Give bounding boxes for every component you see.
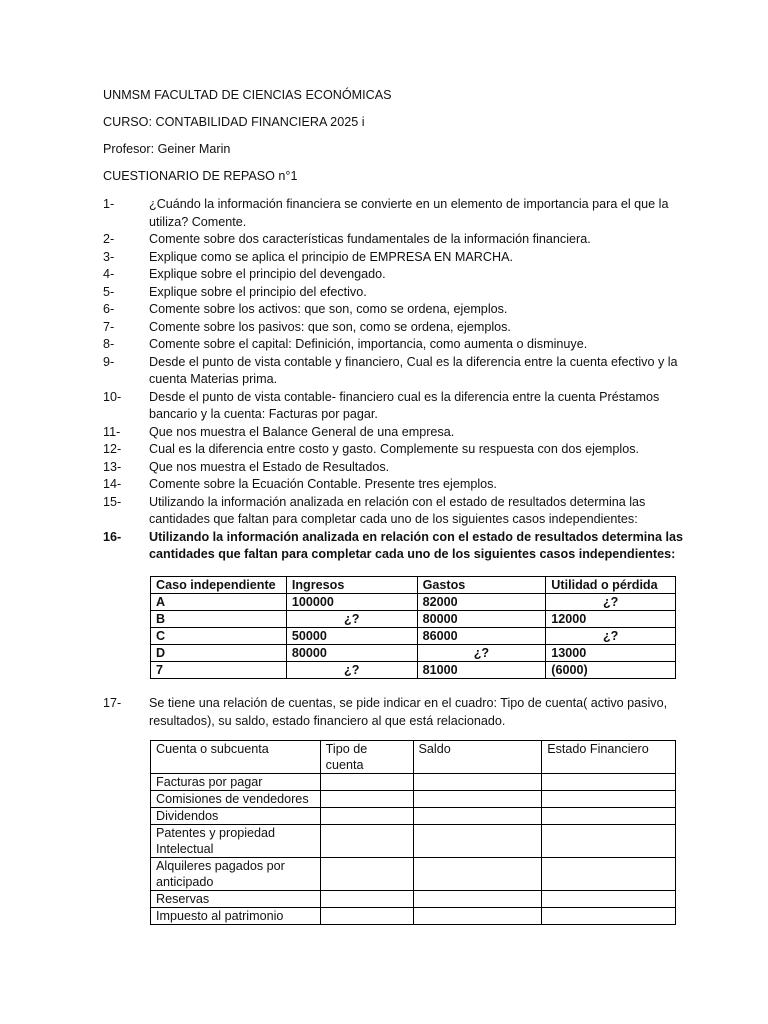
account-name-cell: Reservas (151, 891, 321, 908)
table-row (151, 791, 676, 808)
question-number: 7- (103, 319, 115, 334)
accounts-table (150, 740, 676, 925)
table-cell: ¿? (286, 662, 417, 679)
accounts-header-cell: Tipo de cuenta (320, 741, 413, 774)
table-cell: B (151, 611, 287, 628)
answer-cell[interactable] (320, 908, 413, 925)
accounts-header-cell: Estado Financiero (542, 741, 676, 774)
table-row (151, 774, 676, 791)
question-item (103, 301, 683, 319)
question-text: Explique sobre el principio del efectivo. (149, 284, 367, 299)
table-cell: 50000 (286, 628, 417, 645)
question-item (103, 196, 683, 231)
question-text: Utilizando la información analizada en relación con el estado de resultados determina las cantidades que faltan para completar cada uno de los siguientes casos independientes: (149, 529, 683, 561)
question-text: Explique como se aplica el principio de EMPRESA EN MARCHA. (149, 249, 513, 264)
answer-cell[interactable] (320, 891, 413, 908)
account-name-cell: Dividendos (151, 808, 321, 825)
account-name-cell: Alquileres pagados por anticipado (151, 858, 321, 891)
table-cell: (6000) (546, 662, 676, 679)
account-name-cell: Impuesto al patrimonio (151, 908, 321, 925)
question-text: Comente sobre los pasivos: que son, como se ordena, ejemplos. (149, 319, 511, 334)
question-item (103, 441, 683, 459)
table-cell: ¿? (546, 628, 676, 645)
answer-cell[interactable] (542, 791, 676, 808)
question-item (103, 529, 683, 564)
question-text: Comente sobre los activos: que son, como se ordena, ejemplos. (149, 302, 508, 316)
question-text: Desde el punto de vista contable y financiero, Cual es la diferencia entre la cuenta efectivo y la cuenta Materias prima. (149, 354, 678, 386)
question-number: 3- (103, 249, 115, 264)
table-cell: ¿? (286, 611, 417, 628)
question-item (103, 494, 683, 529)
question-number: 8- (103, 337, 115, 351)
table-cell: 7 (151, 662, 287, 679)
question-item (103, 231, 683, 249)
answer-cell[interactable] (320, 791, 413, 808)
table-cell: C (151, 628, 287, 645)
cases-header-cell: Ingresos (286, 577, 417, 594)
question-text: Explique sobre el principio del devengado. (149, 267, 386, 281)
answer-cell[interactable] (413, 774, 542, 791)
answer-cell[interactable] (413, 825, 542, 858)
table-cell: 100000 (286, 594, 417, 611)
table-row (151, 891, 676, 908)
answer-cell[interactable] (320, 808, 413, 825)
table-row (151, 662, 676, 679)
answer-cell[interactable] (413, 808, 542, 825)
table-cell: 13000 (546, 645, 676, 662)
answer-cell[interactable] (413, 908, 542, 925)
question-text: Se tiene una relación de cuentas, se pide indicar en el cuadro: Tipo de cuenta( activo pasivo, resultados), su saldo, estado financiero al que está relacionado. (149, 696, 668, 728)
course-heading: CURSO: CONTABILIDAD FINANCIERA 2025 i (103, 115, 365, 129)
answer-cell[interactable] (320, 858, 413, 891)
table-cell: 82000 (417, 594, 546, 611)
question-number: 1- (103, 197, 115, 211)
cases-table (150, 576, 676, 679)
accounts-header-cell: Cuenta o subcuenta (151, 741, 321, 774)
table-cell: 81000 (417, 662, 546, 679)
cases-header-cell: Gastos (417, 577, 546, 594)
account-name-cell: Facturas por pagar (151, 774, 321, 791)
question-number: 4- (103, 267, 115, 281)
question-number: 15- (103, 494, 122, 509)
question-text: Comente sobre dos características fundamentales de la información financiera. (149, 232, 591, 246)
question-number: 11- (103, 424, 121, 439)
answer-cell[interactable] (542, 908, 676, 925)
question-text: Desde el punto de vista contable- financiero cual es la diferencia entre la cuenta Préstamos bancario y la cuenta: Facturas por pagar. (149, 389, 660, 421)
question-item (103, 319, 683, 337)
question-number: 9- (103, 354, 115, 369)
answer-cell[interactable] (542, 858, 676, 891)
table-cell: D (151, 645, 287, 662)
account-name-cell: Patentes y propiedad Intelectual (151, 825, 321, 858)
question-item (103, 476, 683, 494)
table-row (151, 611, 676, 628)
table-cell: A (151, 594, 287, 611)
answer-cell[interactable] (320, 825, 413, 858)
question-17 (103, 695, 683, 730)
table-cell: 80000 (286, 645, 417, 662)
question-number: 2- (103, 232, 115, 246)
questionnaire-title: CUESTIONARIO DE REPASO n°1 (103, 169, 298, 183)
question-item (103, 389, 683, 424)
question-item (103, 424, 683, 442)
answer-cell[interactable] (542, 891, 676, 908)
cases-header-cell: Caso independiente (151, 577, 287, 594)
question-text: ¿Cuándo la información financiera se convierte en un elemento de importancia para el que la utiliza? Comente. (149, 197, 669, 229)
question-text: Que nos muestra el Balance General de una empresa. (149, 424, 455, 439)
table-cell: 80000 (417, 611, 546, 628)
answer-cell[interactable] (413, 858, 542, 891)
question-number: 6- (103, 302, 115, 316)
question-item (103, 249, 683, 267)
account-name-cell: Comisiones de vendedores (151, 791, 321, 808)
question-item (103, 459, 683, 477)
question-number: 10- (103, 389, 122, 404)
table-cell: 12000 (546, 611, 676, 628)
question-number: 17- (103, 696, 122, 710)
answer-cell[interactable] (413, 791, 542, 808)
table-row (151, 908, 676, 925)
answer-cell[interactable] (542, 774, 676, 791)
table-cell: 86000 (417, 628, 546, 645)
cases-header-cell: Utilidad o pérdida (546, 577, 676, 594)
question-number: 14- (103, 477, 122, 491)
question-number: 5- (103, 284, 115, 299)
cases-table-header (151, 577, 676, 594)
table-row (151, 628, 676, 645)
question-item (103, 266, 683, 284)
question-number: 13- (103, 459, 122, 474)
question-number: 12- (103, 442, 122, 456)
answer-cell[interactable] (413, 891, 542, 908)
table-row (151, 594, 676, 611)
question-text: Utilizando la información analizada en relación con el estado de resultados determina las cantidades que faltan para completar cada uno de los siguientes casos independientes: (149, 494, 646, 526)
question-text: Cual es la diferencia entre costo y gasto. Complemente su respuesta con dos ejemplos. (149, 442, 640, 456)
university-heading: UNMSM FACULTAD DE CIENCIAS ECONÓMICAS (103, 88, 392, 102)
table-row (151, 645, 676, 662)
answer-cell[interactable] (542, 808, 676, 825)
accounts-table-header (151, 741, 676, 774)
question-number: 16- (103, 529, 122, 544)
question-text: Comente sobre la Ecuación Contable. Presente tres ejemplos. (149, 477, 497, 491)
question-text: Que nos muestra el Estado de Resultados. (149, 459, 390, 474)
question-item (103, 336, 683, 354)
question-item (103, 284, 683, 302)
accounts-header-cell: Saldo (413, 741, 542, 774)
table-row (151, 858, 676, 891)
question-item (103, 354, 683, 389)
answer-cell[interactable] (542, 825, 676, 858)
question-text: Comente sobre el capital: Definición, importancia, como aumenta o disminuye. (149, 337, 588, 351)
professor-heading: Profesor: Geiner Marin (103, 142, 231, 156)
table-row (151, 808, 676, 825)
answer-cell[interactable] (320, 774, 413, 791)
table-row (151, 825, 676, 858)
table-cell: ¿? (546, 594, 676, 611)
question-list (103, 196, 683, 564)
table-cell: ¿? (417, 645, 546, 662)
